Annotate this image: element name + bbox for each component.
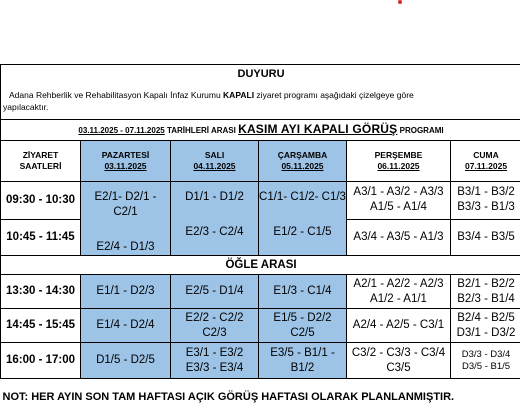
schedule-cell: A3/1 - A3/2 - A3/3 A1/5 - A1/4 bbox=[347, 182, 451, 220]
open-visit-note: NOT: HER AYIN SON TAM HAFTASI AÇIK GÖRÜŞ HAFTASI OLARAK PLANLANMIŞTIR. bbox=[1, 379, 520, 415]
schedule-cell: E2/5 - D1/4 bbox=[171, 275, 259, 309]
schedule-cell: B3/1 - B3/2 B3/3 - B1/3 bbox=[451, 182, 520, 220]
schedule-cell: E1/3 - C1/4 bbox=[259, 275, 347, 309]
table-row bbox=[1, 182, 520, 220]
schedule-cell: E2/1- D2/1 - C2/1 E2/4 - D1/3 bbox=[81, 182, 171, 256]
schedule-cell: E1/4 - D2/4 bbox=[81, 309, 171, 343]
schedule-cell: E2/2 - C2/2 C2/3 bbox=[171, 309, 259, 343]
schedule-cell: E3/5 - B1/1 - B1/2 bbox=[259, 343, 347, 379]
table-row bbox=[1, 309, 520, 343]
schedule-cell: C1/1- C1/2- C1/3 E1/2 - C1/5 bbox=[259, 182, 347, 256]
lunch-break-row: ÖĞLE ARASI bbox=[1, 256, 520, 275]
notice-intro: Adana Rehberlik ve Rehabilitasyon Kapalı İnfaz Kurumu KAPALI ziyaret programı aşağıdaki çizelgeye göre yapılacaktır. bbox=[1, 83, 520, 120]
schedule-cell: B2/1 - B2/2 B2/3 - B1/4 bbox=[451, 275, 520, 309]
red-dot-mark bbox=[398, 0, 402, 4]
time-slot: 10:45 - 11:45 bbox=[1, 219, 81, 255]
schedule-cell: A2/1 - A2/2 - A2/3 A1/2 - A1/1 bbox=[347, 275, 451, 309]
day-header-friday: CUMA 07.11.2025 bbox=[451, 141, 520, 182]
time-slot: 13:30 - 14:30 bbox=[1, 275, 81, 309]
day-header-wednesday: ÇARŞAMBA 05.11.2025 bbox=[259, 141, 347, 182]
program-range-line: 03.11.2025 - 07.11.2025 TARİHLERİ ARASI KASIM AYI KAPALI GÖRÜŞ PROGRAMI bbox=[1, 120, 520, 141]
time-slot: 16:00 - 17:00 bbox=[1, 343, 81, 379]
table-row bbox=[1, 275, 520, 309]
schedule-cell: A3/4 - A3/5 - A1/3 bbox=[347, 219, 451, 255]
schedule-cell: B3/4 - B3/5 bbox=[451, 219, 520, 255]
schedule-cell: D1/5 - D2/5 bbox=[81, 343, 171, 379]
visit-hours-header: ZİYARET SAATLERİ bbox=[1, 141, 81, 182]
day-header-monday: PAZARTESİ 03.11.2025 bbox=[81, 141, 171, 182]
visit-schedule-table bbox=[0, 64, 520, 415]
table-row bbox=[1, 343, 520, 379]
schedule-cell: E3/1 - E3/2 E3/3 - E3/4 bbox=[171, 343, 259, 379]
schedule-cell: A2/4 - A2/5 - C3/1 bbox=[347, 309, 451, 343]
notice-title: DUYURU bbox=[1, 65, 520, 84]
schedule-cell: E1/1 - D2/3 bbox=[81, 275, 171, 309]
schedule-cell: C3/2 - C3/3 - C3/4 C3/5 bbox=[347, 343, 451, 379]
day-header-thursday: PERŞEMBE 06.11.2025 bbox=[347, 141, 451, 182]
time-slot: 14:45 - 15:45 bbox=[1, 309, 81, 343]
schedule-cell: E1/5 - D2/2 C2/5 bbox=[259, 309, 347, 343]
time-slot: 09:30 - 10:30 bbox=[1, 182, 81, 220]
schedule-cell: B2/4 - B2/5 D3/1 - D3/2 bbox=[451, 309, 520, 343]
schedule-cell: D1/1 - D1/2 E2/3 - C2/4 bbox=[171, 182, 259, 256]
schedule-cell: D3/3 - D3/4 D3/5 - B1/5 bbox=[451, 343, 520, 379]
visit-schedule-document bbox=[0, 64, 520, 415]
day-header-tuesday: SALI 04.11.2025 bbox=[171, 141, 259, 182]
